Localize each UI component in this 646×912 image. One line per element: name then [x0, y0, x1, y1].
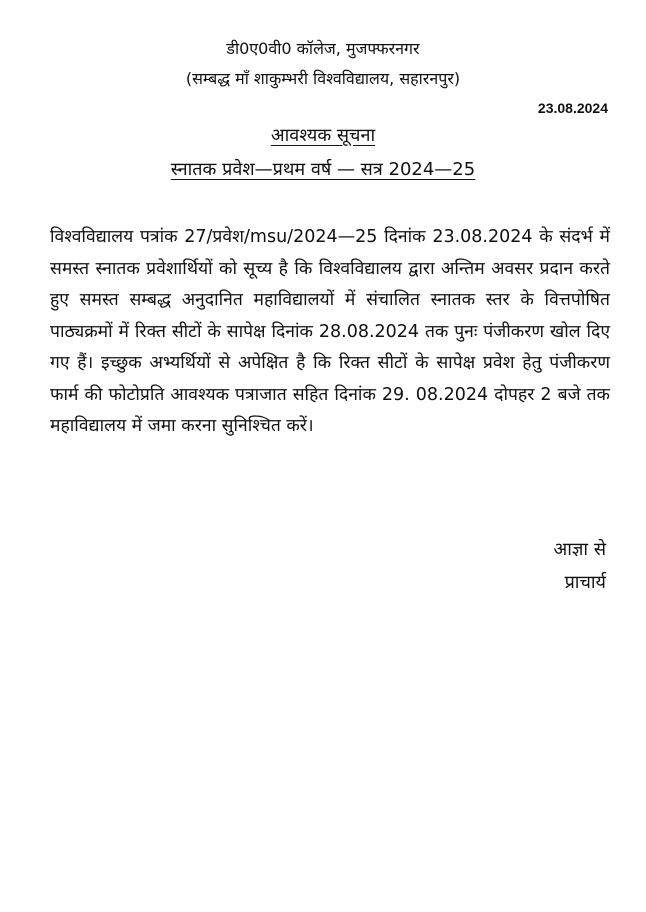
college-name: डी0ए0वी0 कॉलेज, मुजफ्फरनगर: [226, 39, 420, 58]
notice-date: 23.08.2024: [537, 100, 608, 116]
notice-subtitle: स्नातक प्रवेश—प्रथम वर्ष — सत्र 2024—25: [170, 159, 476, 180]
notice-body-paragraph: विश्वविद्यालय पत्रांक 27/प्रवेश/msu/2024—25 दिनांक 23.08.2024 के संदर्भ में समस्त स्नातक प्रवेशार्थियों को सूच्य है कि विश्वविद्यालय द्वारा अन्तिम अवसर प्रदान करते हुए समस्त सम्बद्ध अनुदानित महाविद्यालयों में संचालित स्नातक स्तर के वित्तपोषित पाठ्यक्रमों में रिक्त सीटों के सापेक्ष दिनांक 28.08.2024 तक पुनः पंजीकरण खोल दिए गए हैं। इच्छुक अभ्यर्थियों से अपेक्षित है कि रिक्त सीटों के सापेक्ष प्रवेश हेतु पंजीकरण फार्म की फोटोप्रति आवश्यक पत्राजात सहित दिनांक 29. 08.2024 दोपहर 2 बजे तक महाविद्यालय में जमा करना सुनिश्चित करें।: [50, 227, 610, 436]
principal-designation: प्राचार्य: [564, 572, 606, 593]
by-order-text: आज्ञा से: [553, 539, 606, 560]
notice-title: आवश्यक सूचना: [270, 125, 376, 146]
university-affiliation: (सम्बद्ध माँ शाकुम्भरी विश्वविद्यालय, सहारनपुर): [185, 69, 461, 88]
